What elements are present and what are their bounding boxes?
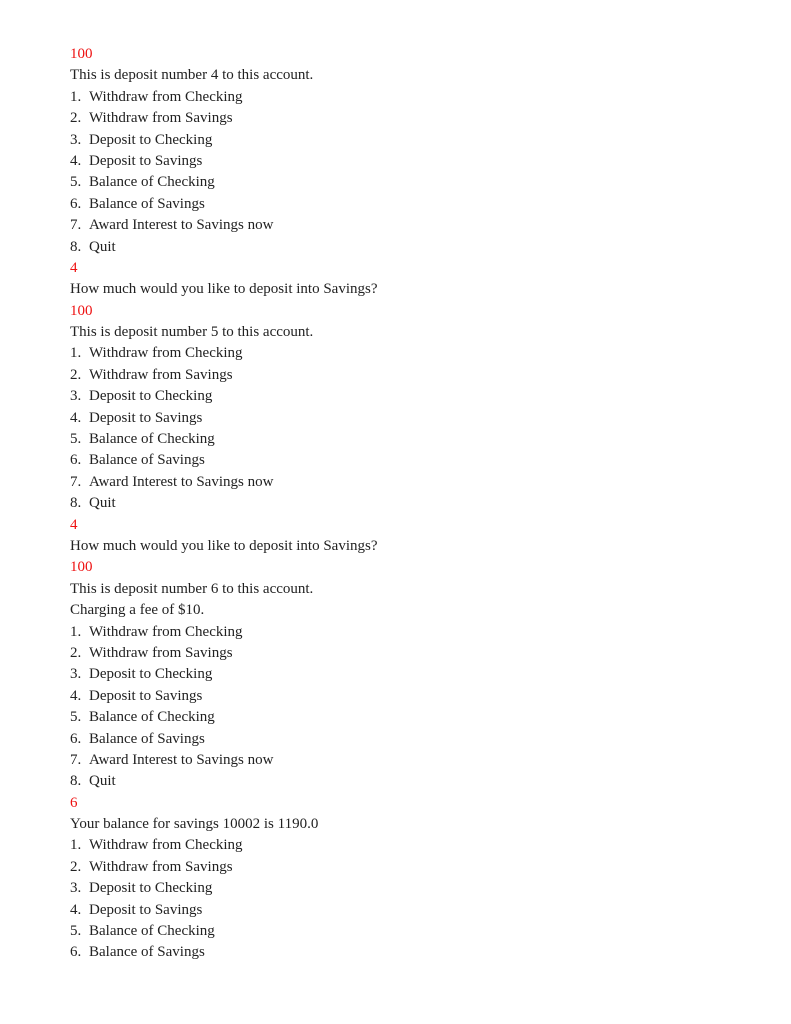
menu-option-label: Withdraw from Checking [89,88,243,105]
menu-option-number: 3. [70,880,82,897]
menu-option-label: Balance of Savings [89,730,205,747]
menu-option-line [70,87,750,108]
menu-option-number: 6. [70,730,82,747]
menu-option-label: Balance of Checking [89,431,215,448]
menu-option-label: Deposit to Savings [89,901,203,918]
menu-option-number: 4. [70,901,82,918]
menu-option-label: Award Interest to Savings now [89,217,274,234]
menu-option-line [70,108,750,129]
menu-option-label: Balance of Checking [89,174,215,191]
menu-option-line [70,750,750,771]
menu-option-number: 5. [70,923,82,940]
menu-option-number: 4. [70,409,82,426]
program-output-line: How much would you like to deposit into Savings? [70,281,378,298]
menu-option-line [70,151,750,172]
menu-option-label: Balance of Checking [89,709,215,726]
menu-option-line [70,408,750,429]
menu-option-number: 2. [70,858,82,875]
menu-option-label: Deposit to Savings [89,409,203,426]
menu-option-number: 7. [70,473,82,490]
menu-option-line [70,878,750,899]
menu-option-label: Balance of Checking [89,923,215,940]
menu-option-number: 3. [70,131,82,148]
menu-option-line [70,857,750,878]
menu-option-line [70,194,750,215]
menu-option-label: Award Interest to Savings now [89,473,274,490]
menu-option-number: 2. [70,110,82,127]
user-input-line: 4 [70,259,78,276]
menu-option-number: 2. [70,366,82,383]
menu-option-number: 7. [70,751,82,768]
menu-option-line [70,237,750,258]
menu-option-label: Award Interest to Savings now [89,751,274,768]
menu-option-line [70,215,750,236]
menu-option-line [70,365,750,386]
menu-option-number: 6. [70,195,82,212]
menu-option-number: 6. [70,944,82,961]
menu-option-number: 4. [70,687,82,704]
menu-option-line [70,835,750,856]
menu-option-line [70,343,750,364]
menu-option-line [70,130,750,151]
menu-option-line [70,686,750,707]
menu-option-label: Deposit to Checking [89,666,213,683]
menu-option-line [70,172,750,193]
menu-option-line [70,729,750,750]
menu-option-label: Withdraw from Checking [89,623,243,640]
menu-option-line [70,493,750,514]
user-input-line: 100 [70,46,93,62]
menu-option-number: 1. [70,345,82,362]
menu-option-label: Deposit to Savings [89,687,203,704]
menu-option-label: Withdraw from Savings [89,858,233,875]
program-output-line: This is deposit number 5 to this account. [70,324,314,341]
menu-option-number: 7. [70,217,82,234]
menu-option-line [70,429,750,450]
menu-option-line [70,707,750,728]
user-input-line: 6 [70,794,78,811]
menu-option-number: 1. [70,623,82,640]
program-output-line: How much would you like to deposit into Savings? [70,537,378,554]
menu-option-label: Balance of Savings [89,944,205,961]
menu-option-number: 5. [70,709,82,726]
menu-option-line [70,942,750,963]
menu-option-number: 1. [70,88,82,105]
console-transcript [70,44,750,964]
menu-option-line [70,664,750,685]
menu-option-label: Withdraw from Checking [89,837,243,854]
user-input-line: 4 [70,516,78,533]
menu-option-line [70,386,750,407]
program-output-line: Your balance for savings 10002 is 1190.0 [70,816,319,833]
menu-option-line [70,771,750,792]
menu-option-number: 3. [70,666,82,683]
menu-option-label: Balance of Savings [89,452,205,469]
user-input-line: 100 [70,559,93,576]
menu-option-label: Quit [89,238,116,255]
program-output-line: This is deposit number 6 to this account. [70,580,314,597]
menu-option-number: 3. [70,388,82,405]
menu-option-label: Withdraw from Savings [89,644,233,661]
menu-option-label: Quit [89,495,116,512]
menu-option-label: Quit [89,773,116,790]
menu-option-number: 2. [70,644,82,661]
menu-option-label: Deposit to Savings [89,152,203,169]
menu-option-line [70,921,750,942]
menu-option-label: Balance of Savings [89,195,205,212]
menu-option-label: Withdraw from Savings [89,366,233,383]
menu-option-line [70,472,750,493]
menu-option-number: 5. [70,431,82,448]
menu-option-label: Deposit to Checking [89,131,213,148]
menu-option-number: 5. [70,174,82,191]
menu-option-number: 6. [70,452,82,469]
menu-option-number: 1. [70,837,82,854]
menu-option-number: 8. [70,495,82,512]
menu-option-label: Deposit to Checking [89,388,213,405]
menu-option-number: 4. [70,152,82,169]
menu-option-line [70,450,750,471]
menu-option-number: 8. [70,238,82,255]
menu-option-line [70,643,750,664]
menu-option-label: Withdraw from Savings [89,110,233,127]
program-output-line: This is deposit number 4 to this account. [70,67,314,84]
menu-option-line [70,900,750,921]
menu-option-label: Deposit to Checking [89,880,213,897]
menu-option-label: Withdraw from Checking [89,345,243,362]
program-output-line: Charging a fee of $10. [70,602,205,619]
user-input-line: 100 [70,302,93,319]
menu-option-number: 8. [70,773,82,790]
menu-option-line [70,622,750,643]
